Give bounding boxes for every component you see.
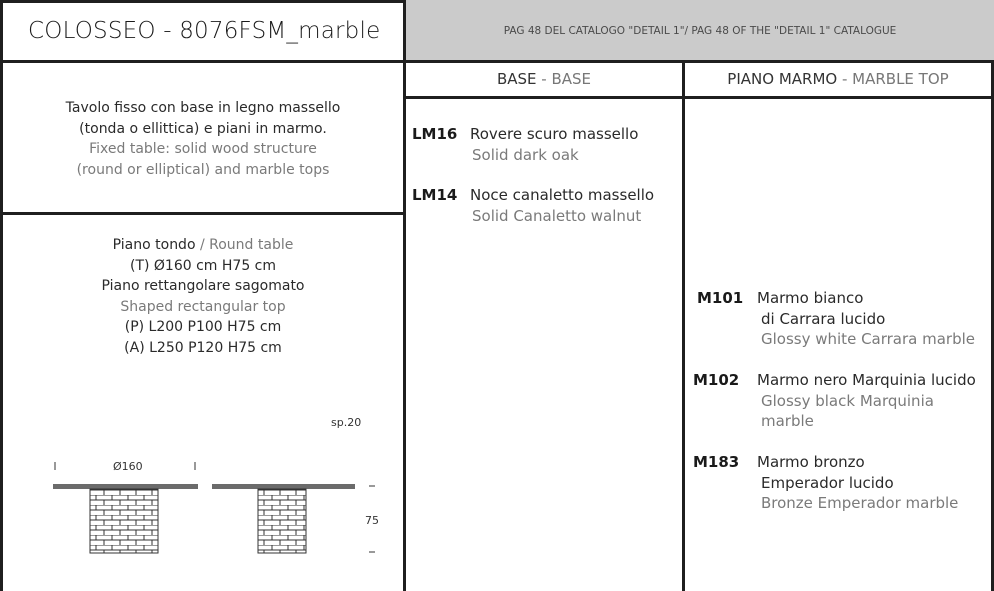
side-view-base: [258, 489, 306, 553]
height-label: 75: [365, 514, 379, 527]
side-view-top: [212, 484, 355, 489]
catalogue-reference-bar: [406, 0, 994, 60]
marble-m101-it2: di Carrara lucido: [761, 309, 886, 328]
description-it-line1: Tavolo fisso con base in legno massello: [65, 100, 341, 116]
base-lm16-it: Rovere scuro massello: [470, 125, 639, 143]
product-description: [3, 98, 403, 180]
marble-m102-en2: marble: [761, 412, 814, 430]
description-line: [0, 212, 406, 215]
product-title: COLOSSEO - 8076FSM_marble: [28, 18, 381, 44]
base-lm14-en: Solid Canaletto walnut: [472, 206, 642, 225]
header-bottom-line: [0, 60, 994, 63]
base-column-heading: [406, 70, 682, 88]
marble-m101-en1: Glossy white Carrara marble: [761, 330, 976, 348]
front-view-base: [90, 489, 158, 553]
top-heading-en: MARBLE TOP: [852, 70, 949, 88]
base-lm14-it: Noce canaletto massello: [470, 186, 655, 204]
dimensions-block: [3, 235, 403, 358]
marble-code-m102: M102: [693, 371, 740, 389]
base-code-lm14: LM14: [412, 186, 458, 204]
round-table-size: (T) Ø160 cm H75 cm: [129, 257, 277, 274]
shaped-top-size-a: (A) L250 P120 H75 cm: [124, 339, 282, 356]
round-table-label: [3, 235, 403, 256]
shaped-top-size-p: (P) L200 P100 H75 cm: [124, 319, 282, 335]
top-heading-sep: -: [837, 70, 853, 88]
description-it-line2: (tonda o ellittica) e piani in marmo.: [79, 120, 327, 137]
front-view-top: [53, 484, 198, 489]
catalogue-reference: PAG 48 DEL CATALOGO "DETAIL 1"/ PAG 48 OF THE "DETAIL 1" CATALOGUE: [503, 25, 897, 37]
round-table-it: Piano tondo: [112, 237, 196, 253]
base-heading-en: BASE: [551, 70, 592, 88]
shaped-top-it: Piano rettangolare sagomato: [101, 278, 305, 294]
marble-item-m102: [757, 370, 976, 432]
base-heading-it: BASE: [496, 70, 537, 88]
base-code-lm16: LM16: [412, 125, 458, 143]
top-column-heading: [685, 70, 991, 88]
description-en-line2: (round or elliptical) and marble tops: [76, 161, 330, 178]
base-lm16-en: Solid dark oak: [472, 145, 579, 164]
marble-m183-en1: Bronze Emperador marble: [761, 494, 959, 512]
diameter-label: Ø160: [113, 460, 143, 473]
marble-m102-it1: Marmo nero Marquinia lucido: [757, 371, 976, 389]
divider-left: [403, 0, 406, 591]
round-table-sep: /: [195, 237, 210, 253]
round-table-en: Round table: [209, 237, 294, 253]
shaped-top-en: Shaped rectangular top: [120, 298, 286, 315]
marble-code-m101: M101: [697, 289, 744, 307]
marble-m183-it2: Emperador lucido: [761, 473, 894, 492]
marble-m101-it1: Marmo bianco: [757, 289, 864, 307]
technical-drawing: [40, 405, 400, 585]
base-item-lm16: [470, 124, 638, 165]
thickness-label: sp.20: [331, 416, 362, 429]
marble-item-m101: [757, 288, 975, 350]
column-head-line: [403, 96, 994, 99]
description-en-line1: Fixed table: solid wood structure: [89, 141, 317, 157]
top-heading-it: PIANO MARMO: [727, 70, 838, 88]
marble-code-m183: M183: [693, 453, 740, 471]
base-item-lm14: [470, 185, 654, 226]
marble-item-m183: [757, 452, 958, 514]
marble-m183-it1: Marmo bronzo: [757, 453, 865, 471]
marble-m102-en1: Glossy black Marquinia: [761, 391, 934, 410]
divider-middle: [682, 60, 685, 591]
base-heading-sep: -: [536, 70, 552, 88]
